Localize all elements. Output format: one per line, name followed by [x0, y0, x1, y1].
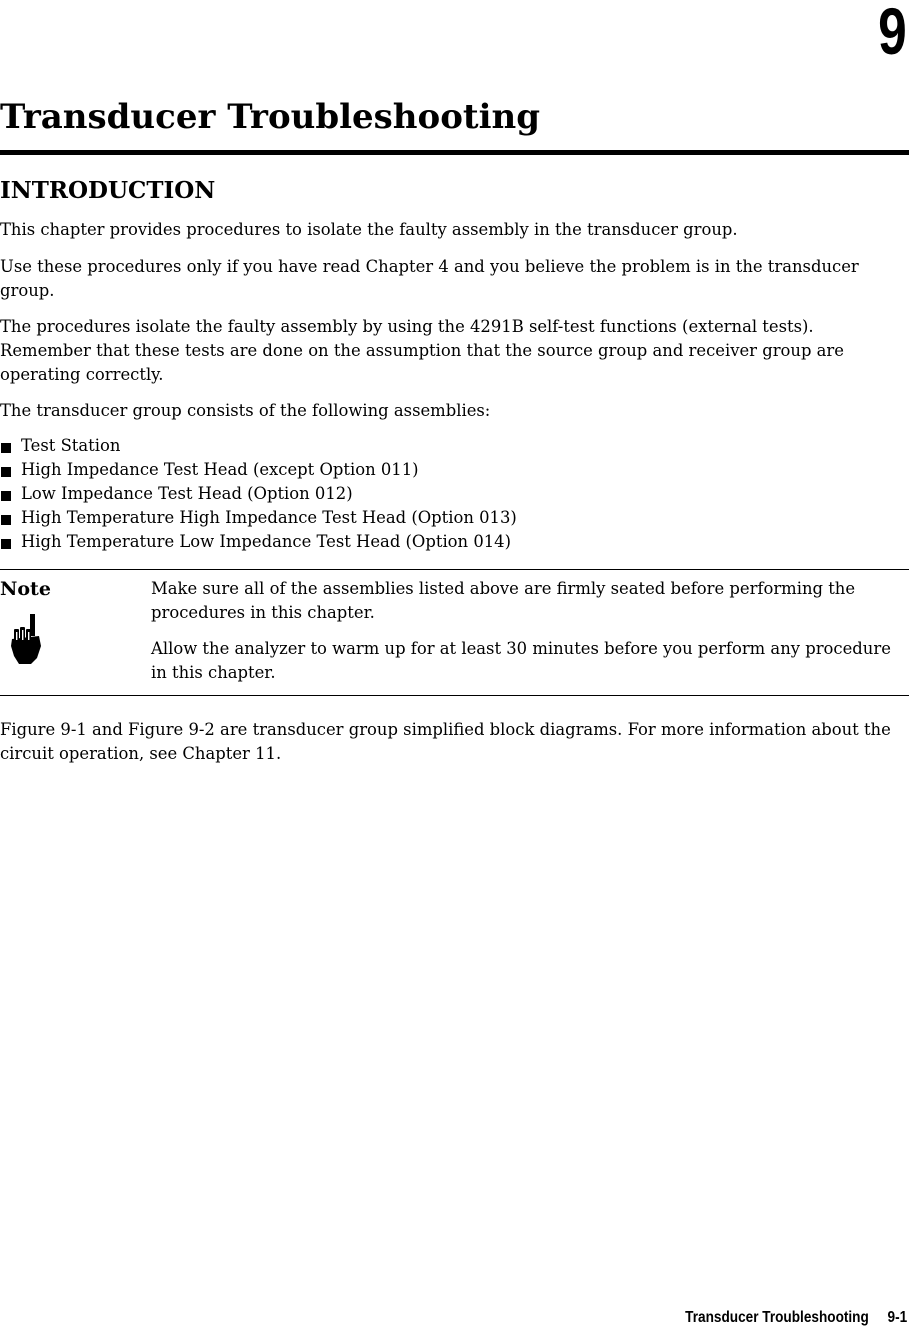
chapter-title: Transducer Troubleshooting: [0, 97, 540, 137]
chapter-number: 9: [878, 0, 907, 68]
list-item-text: High Temperature Low Impedance Test Head (Option 014): [21, 532, 511, 551]
bullet-icon: [1, 539, 11, 549]
list-item: [0, 482, 517, 506]
note-bottom-rule: [0, 695, 909, 696]
footer-page-number: 9-1: [887, 1309, 907, 1326]
title-rule: [0, 150, 909, 155]
footer-section-title: Transducer Troubleshooting: [685, 1309, 869, 1326]
note-paragraph-2: Allow the analyzer to warm up for at least 30 minutes before you perform any procedure in this chapter.: [151, 639, 891, 682]
bullet-icon: [1, 491, 11, 501]
note-paragraph-1: Make sure all of the assemblies listed above are firmly seated before performing the procedures in this chapter.: [151, 579, 856, 622]
list-item-text: Low Impedance Test Head (Option 012): [21, 484, 353, 503]
bullet-icon: [1, 515, 11, 525]
intro-paragraph-1: This chapter provides procedures to isolate the faulty assembly in the transducer group.: [0, 220, 738, 239]
pointing-hand-icon: [9, 612, 43, 668]
page-footer: [685, 1308, 907, 1328]
intro-paragraph-2: Use these procedures only if you have read Chapter 4 and you believe the problem is in the transducer group.: [0, 257, 859, 300]
list-item: [0, 506, 517, 530]
list-item-text: High Temperature High Impedance Test Head (Option 013): [21, 508, 517, 527]
list-item: [0, 530, 517, 554]
note-label: Note: [0, 578, 51, 600]
list-item: [0, 458, 517, 482]
list-item-text: High Impedance Test Head (except Option 011): [21, 460, 419, 479]
assembly-list: [0, 434, 517, 554]
intro-paragraph-4: The transducer group consists of the following assemblies:: [0, 401, 491, 420]
list-item: [0, 434, 517, 458]
bullet-icon: [1, 467, 11, 477]
intro-paragraph-3: The procedures isolate the faulty assembly by using the 4291B self-test functions (external tests). Remember that these tests are done on the assumption that the source group and receiver group are operating correctly.: [0, 317, 844, 384]
bullet-icon: [1, 443, 11, 453]
section-heading-introduction: INTRODUCTION: [0, 177, 216, 204]
note-top-rule: [0, 569, 909, 570]
closing-paragraph: Figure 9-1 and Figure 9-2 are transducer group simplified block diagrams. For more information about the circuit operation, see Chapter 11.: [0, 720, 891, 763]
list-item-text: Test Station: [21, 436, 121, 455]
